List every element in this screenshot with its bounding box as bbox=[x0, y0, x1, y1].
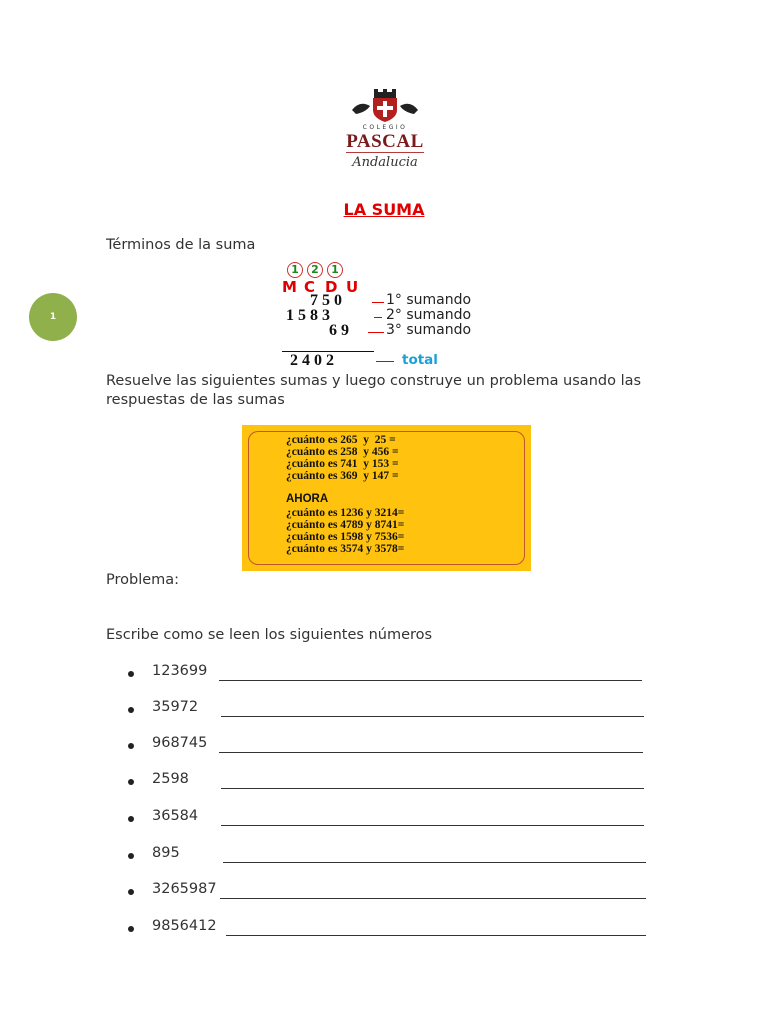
page-title: LA SUMA bbox=[343, 200, 425, 219]
logo-divider bbox=[346, 152, 424, 153]
place-value-label: M bbox=[282, 278, 297, 296]
answer-line[interactable] bbox=[219, 752, 643, 753]
numbers-heading: Escribe como se leen los siguientes números bbox=[106, 627, 433, 643]
sum-terms-diagram bbox=[280, 260, 500, 370]
leader-line bbox=[368, 332, 384, 333]
addend-1: 7 5 0 bbox=[310, 292, 342, 309]
carry-digit: 1 bbox=[327, 262, 343, 278]
leader-line bbox=[372, 302, 384, 303]
number-value: 895 bbox=[152, 845, 180, 861]
bullet bbox=[128, 889, 134, 895]
bullet bbox=[128, 743, 134, 749]
sum-question: ¿cuánto es 4789 y 8741= bbox=[286, 519, 405, 531]
sum-question: ¿cuánto es 265 y 25 = bbox=[286, 434, 396, 446]
answer-line[interactable] bbox=[220, 898, 646, 899]
leader-line bbox=[374, 317, 382, 318]
sum-result: 2 4 0 2 bbox=[290, 352, 334, 369]
sum-question: ¿cuánto es 258 y 456 = bbox=[286, 446, 399, 458]
number-value: 9856412 bbox=[152, 918, 217, 934]
bullet bbox=[128, 816, 134, 822]
logo-colegio-text: COLEGIO bbox=[362, 124, 408, 131]
instructions: Resuelve las siguientes sumas y luego construye un problema usando las respuestas de las sumas bbox=[106, 373, 642, 408]
place-value-label: U bbox=[346, 278, 359, 296]
bullet bbox=[128, 707, 134, 713]
bullet bbox=[128, 853, 134, 859]
page-number-badge bbox=[29, 293, 77, 341]
answer-line[interactable] bbox=[223, 862, 646, 863]
answer-line[interactable] bbox=[221, 716, 644, 717]
problem-label: Problema: bbox=[106, 572, 180, 588]
addend-2: 1 5 8 3 bbox=[286, 307, 330, 324]
answer-line[interactable] bbox=[221, 788, 644, 789]
number-value: 968745 bbox=[152, 735, 208, 751]
bullet bbox=[128, 926, 134, 932]
place-value-label: C bbox=[304, 278, 316, 296]
logo-school-name: PASCAL bbox=[346, 131, 424, 152]
leader-line bbox=[376, 361, 394, 362]
number-value: 35972 bbox=[152, 699, 199, 715]
sum-question: ¿cuánto es 369 y 147 = bbox=[286, 470, 399, 482]
addend-3: 6 9 bbox=[329, 322, 349, 339]
bullet bbox=[128, 779, 134, 785]
sum-question: ¿cuánto es 3574 y 3578= bbox=[286, 543, 405, 555]
addend-2-label: 2° sumando bbox=[386, 307, 472, 323]
number-value: 3265987 bbox=[152, 881, 217, 897]
number-value: 2598 bbox=[152, 771, 189, 787]
number-value: 36584 bbox=[152, 808, 199, 824]
answer-line[interactable] bbox=[219, 680, 642, 681]
terms-heading: Términos de la suma bbox=[106, 237, 256, 253]
answer-line[interactable] bbox=[226, 935, 646, 936]
crest-icon bbox=[330, 88, 440, 124]
ahora-label: AHORA bbox=[286, 493, 329, 505]
number-value: 123699 bbox=[152, 663, 208, 679]
page-number: 1 bbox=[49, 312, 57, 322]
school-logo bbox=[330, 88, 440, 173]
place-value-label: D bbox=[325, 278, 338, 296]
carry-digit: 2 bbox=[307, 262, 323, 278]
sum-question: ¿cuánto es 1236 y 3214= bbox=[286, 507, 405, 519]
addend-1-label: 1° sumando bbox=[386, 292, 472, 308]
answer-line[interactable] bbox=[221, 825, 644, 826]
exercise-box bbox=[242, 425, 531, 571]
logo-region: Andalucia bbox=[352, 155, 418, 170]
carry-digit: 1 bbox=[287, 262, 303, 278]
bullet bbox=[128, 671, 134, 677]
sum-question: ¿cuánto es 1598 y 7536= bbox=[286, 531, 405, 543]
sum-question: ¿cuánto es 741 y 153 = bbox=[286, 458, 399, 470]
total-label: total bbox=[402, 352, 438, 368]
addend-3-label: 3° sumando bbox=[386, 322, 472, 338]
